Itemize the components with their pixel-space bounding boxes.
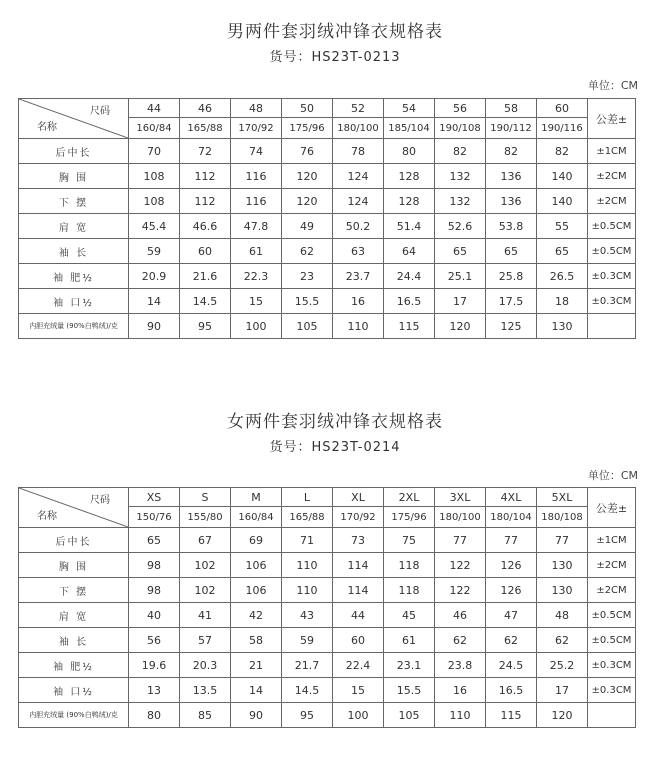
value-cell: 25.8 bbox=[486, 264, 537, 289]
tolerance-cell: ±0.5CM bbox=[588, 214, 636, 239]
value-cell: 122 bbox=[435, 578, 486, 603]
size-cell: S bbox=[180, 488, 231, 507]
value-cell: 78 bbox=[333, 139, 384, 164]
value-cell: 125 bbox=[486, 314, 537, 339]
size-cell: 50 bbox=[282, 99, 333, 118]
table-row bbox=[19, 214, 636, 239]
men-unit-label: 单位：CM bbox=[587, 79, 638, 92]
men-product-code: 货号：HS23T-0213 bbox=[269, 50, 401, 65]
value-cell: 118 bbox=[384, 553, 435, 578]
value-cell: 76 bbox=[282, 139, 333, 164]
value-cell: 21.6 bbox=[180, 264, 231, 289]
table-row bbox=[19, 628, 636, 653]
value-cell: 73 bbox=[333, 528, 384, 553]
value-cell: 63 bbox=[333, 239, 384, 264]
value-cell: 77 bbox=[486, 528, 537, 553]
value-cell: 14.5 bbox=[282, 678, 333, 703]
height-cell: 160/84 bbox=[129, 118, 180, 139]
value-cell: 122 bbox=[435, 553, 486, 578]
value-cell: 82 bbox=[486, 139, 537, 164]
value-cell: 43 bbox=[282, 603, 333, 628]
height-cell: 190/116 bbox=[537, 118, 588, 139]
value-cell: 19.6 bbox=[129, 653, 180, 678]
value-cell: 116 bbox=[231, 164, 282, 189]
value-cell: 17 bbox=[435, 289, 486, 314]
tolerance-cell: ±1CM bbox=[588, 528, 636, 553]
value-cell: 21 bbox=[231, 653, 282, 678]
table-row bbox=[19, 164, 636, 189]
corner-name-label: 名称 bbox=[37, 511, 57, 522]
value-cell: 58 bbox=[231, 628, 282, 653]
value-cell: 110 bbox=[333, 314, 384, 339]
value-cell: 61 bbox=[384, 628, 435, 653]
value-cell: 108 bbox=[129, 189, 180, 214]
value-cell: 128 bbox=[384, 189, 435, 214]
value-cell: 67 bbox=[180, 528, 231, 553]
tolerance-cell bbox=[588, 314, 636, 339]
value-cell: 45 bbox=[384, 603, 435, 628]
tolerance-cell: ±0.3CM bbox=[588, 289, 636, 314]
size-cell: 5XL bbox=[537, 488, 588, 507]
value-cell: 40 bbox=[129, 603, 180, 628]
value-cell: 140 bbox=[537, 189, 588, 214]
value-cell: 126 bbox=[486, 578, 537, 603]
value-cell: 16.5 bbox=[486, 678, 537, 703]
value-cell: 65 bbox=[537, 239, 588, 264]
table-row bbox=[19, 289, 636, 314]
value-cell: 95 bbox=[180, 314, 231, 339]
height-cell: 180/100 bbox=[435, 507, 486, 528]
value-cell: 42 bbox=[231, 603, 282, 628]
value-cell: 16 bbox=[435, 678, 486, 703]
tolerance-cell: ±0.3CM bbox=[588, 678, 636, 703]
value-cell: 98 bbox=[129, 578, 180, 603]
value-cell: 51.4 bbox=[384, 214, 435, 239]
value-cell: 15.5 bbox=[282, 289, 333, 314]
height-cell: 165/88 bbox=[282, 507, 333, 528]
value-cell: 108 bbox=[129, 164, 180, 189]
value-cell: 26.5 bbox=[537, 264, 588, 289]
value-cell: 124 bbox=[333, 164, 384, 189]
value-cell: 130 bbox=[537, 578, 588, 603]
tolerance-cell: ±0.5CM bbox=[588, 628, 636, 653]
value-cell: 22.4 bbox=[333, 653, 384, 678]
table-row bbox=[19, 603, 636, 628]
value-cell: 120 bbox=[282, 189, 333, 214]
corner-name-label: 名称 bbox=[37, 122, 57, 133]
value-cell: 60 bbox=[180, 239, 231, 264]
row-label: 肩 宽 bbox=[19, 603, 129, 628]
tolerance-cell: ±2CM bbox=[588, 189, 636, 214]
value-cell: 13 bbox=[129, 678, 180, 703]
value-cell: 15 bbox=[333, 678, 384, 703]
value-cell: 115 bbox=[384, 314, 435, 339]
women-table-title: 女两件套羽绒冲锋衣规格表 bbox=[227, 412, 443, 432]
header-corner-cell bbox=[19, 488, 129, 528]
value-cell: 14 bbox=[129, 289, 180, 314]
value-cell: 52.6 bbox=[435, 214, 486, 239]
value-cell: 75 bbox=[384, 528, 435, 553]
value-cell: 112 bbox=[180, 189, 231, 214]
value-cell: 132 bbox=[435, 189, 486, 214]
value-cell: 45.4 bbox=[129, 214, 180, 239]
row-label: 下 摆 bbox=[19, 578, 129, 603]
row-label: 胸 围 bbox=[19, 164, 129, 189]
table-row bbox=[19, 189, 636, 214]
height-cell: 180/100 bbox=[333, 118, 384, 139]
value-cell: 124 bbox=[333, 189, 384, 214]
size-cell: 56 bbox=[435, 99, 486, 118]
value-cell: 25.1 bbox=[435, 264, 486, 289]
tolerance-cell: ±0.5CM bbox=[588, 239, 636, 264]
size-cell: XL bbox=[333, 488, 384, 507]
value-cell: 136 bbox=[486, 189, 537, 214]
table-row bbox=[19, 553, 636, 578]
size-cell: 60 bbox=[537, 99, 588, 118]
tolerance-cell: ±0.3CM bbox=[588, 653, 636, 678]
value-cell: 100 bbox=[333, 703, 384, 728]
men-spec-section bbox=[0, 20, 650, 333]
value-cell: 23.7 bbox=[333, 264, 384, 289]
value-cell: 105 bbox=[384, 703, 435, 728]
value-cell: 98 bbox=[129, 553, 180, 578]
tolerance-cell: ±2CM bbox=[588, 164, 636, 189]
value-cell: 17.5 bbox=[486, 289, 537, 314]
value-cell: 140 bbox=[537, 164, 588, 189]
value-cell: 56 bbox=[129, 628, 180, 653]
value-cell: 110 bbox=[435, 703, 486, 728]
value-cell: 24.5 bbox=[486, 653, 537, 678]
women-size-table bbox=[18, 487, 636, 728]
value-cell: 80 bbox=[129, 703, 180, 728]
height-cell: 175/96 bbox=[282, 118, 333, 139]
value-cell: 114 bbox=[333, 553, 384, 578]
table-row bbox=[19, 578, 636, 603]
value-cell: 25.2 bbox=[537, 653, 588, 678]
men-size-table bbox=[18, 98, 636, 339]
row-label: 袖 肥½ bbox=[19, 653, 129, 678]
row-label: 下 摆 bbox=[19, 189, 129, 214]
row-label: 肩 宽 bbox=[19, 214, 129, 239]
size-cell: 54 bbox=[384, 99, 435, 118]
value-cell: 65 bbox=[435, 239, 486, 264]
value-cell: 46 bbox=[435, 603, 486, 628]
value-cell: 24.4 bbox=[384, 264, 435, 289]
value-cell: 50.2 bbox=[333, 214, 384, 239]
table-row bbox=[19, 653, 636, 678]
value-cell: 70 bbox=[129, 139, 180, 164]
size-cell: 58 bbox=[486, 99, 537, 118]
size-cell: XS bbox=[129, 488, 180, 507]
header-corner-cell bbox=[19, 99, 129, 139]
corner-size-label: 尺码 bbox=[90, 106, 110, 117]
size-header-row bbox=[19, 99, 636, 118]
value-cell: 62 bbox=[486, 628, 537, 653]
row-label: 胸 围 bbox=[19, 553, 129, 578]
height-cell: 175/96 bbox=[384, 507, 435, 528]
value-cell: 57 bbox=[180, 628, 231, 653]
row-label: 袖 长 bbox=[19, 239, 129, 264]
value-cell: 61 bbox=[231, 239, 282, 264]
value-cell: 72 bbox=[180, 139, 231, 164]
value-cell: 20.3 bbox=[180, 653, 231, 678]
table-row bbox=[19, 314, 636, 339]
value-cell: 114 bbox=[333, 578, 384, 603]
value-cell: 128 bbox=[384, 164, 435, 189]
corner-size-label: 尺码 bbox=[90, 495, 110, 506]
value-cell: 120 bbox=[537, 703, 588, 728]
value-cell: 110 bbox=[282, 553, 333, 578]
value-cell: 90 bbox=[129, 314, 180, 339]
value-cell: 13.5 bbox=[180, 678, 231, 703]
value-cell: 53.8 bbox=[486, 214, 537, 239]
value-cell: 116 bbox=[231, 189, 282, 214]
value-cell: 126 bbox=[486, 553, 537, 578]
tolerance-cell: ±0.5CM bbox=[588, 603, 636, 628]
value-cell: 23 bbox=[282, 264, 333, 289]
women-unit-label: 单位：CM bbox=[587, 469, 638, 482]
size-cell: L bbox=[282, 488, 333, 507]
size-cell: 3XL bbox=[435, 488, 486, 507]
row-label: 袖 肥½ bbox=[19, 264, 129, 289]
table-row bbox=[19, 264, 636, 289]
women-spec-section bbox=[0, 410, 650, 722]
value-cell: 55 bbox=[537, 214, 588, 239]
value-cell: 130 bbox=[537, 314, 588, 339]
value-cell: 102 bbox=[180, 578, 231, 603]
value-cell: 59 bbox=[129, 239, 180, 264]
value-cell: 23.1 bbox=[384, 653, 435, 678]
value-cell: 95 bbox=[282, 703, 333, 728]
value-cell: 82 bbox=[435, 139, 486, 164]
row-label: 后中长 bbox=[19, 528, 129, 553]
height-cell: 170/92 bbox=[231, 118, 282, 139]
value-cell: 21.7 bbox=[282, 653, 333, 678]
value-cell: 23.8 bbox=[435, 653, 486, 678]
table-row bbox=[19, 139, 636, 164]
value-cell: 110 bbox=[282, 578, 333, 603]
value-cell: 65 bbox=[486, 239, 537, 264]
value-cell: 59 bbox=[282, 628, 333, 653]
row-label: 内胆充绒量 (90%白鸭绒)/克 bbox=[19, 314, 129, 339]
women-product-code: 货号：HS23T-0214 bbox=[269, 440, 401, 455]
value-cell: 60 bbox=[333, 628, 384, 653]
value-cell: 48 bbox=[537, 603, 588, 628]
value-cell: 22.3 bbox=[231, 264, 282, 289]
size-cell: 4XL bbox=[486, 488, 537, 507]
tolerance-header: 公差± bbox=[588, 488, 636, 528]
height-cell: 180/108 bbox=[537, 507, 588, 528]
size-cell: 2XL bbox=[384, 488, 435, 507]
size-cell: 52 bbox=[333, 99, 384, 118]
value-cell: 120 bbox=[282, 164, 333, 189]
value-cell: 115 bbox=[486, 703, 537, 728]
value-cell: 62 bbox=[537, 628, 588, 653]
value-cell: 14.5 bbox=[180, 289, 231, 314]
value-cell: 15.5 bbox=[384, 678, 435, 703]
value-cell: 100 bbox=[231, 314, 282, 339]
tolerance-cell: ±2CM bbox=[588, 578, 636, 603]
value-cell: 102 bbox=[180, 553, 231, 578]
value-cell: 47 bbox=[486, 603, 537, 628]
value-cell: 136 bbox=[486, 164, 537, 189]
height-cell: 155/80 bbox=[180, 507, 231, 528]
value-cell: 16.5 bbox=[384, 289, 435, 314]
tolerance-cell: ±1CM bbox=[588, 139, 636, 164]
value-cell: 105 bbox=[282, 314, 333, 339]
table-row bbox=[19, 239, 636, 264]
tolerance-cell bbox=[588, 703, 636, 728]
value-cell: 112 bbox=[180, 164, 231, 189]
value-cell: 49 bbox=[282, 214, 333, 239]
value-cell: 46.6 bbox=[180, 214, 231, 239]
table-row bbox=[19, 703, 636, 728]
size-cell: 48 bbox=[231, 99, 282, 118]
row-label: 内胆充绒量 (90%白鸭绒)/克 bbox=[19, 703, 129, 728]
height-cell: 165/88 bbox=[180, 118, 231, 139]
value-cell: 20.9 bbox=[129, 264, 180, 289]
tolerance-cell: ±0.3CM bbox=[588, 264, 636, 289]
tolerance-cell: ±2CM bbox=[588, 553, 636, 578]
value-cell: 85 bbox=[180, 703, 231, 728]
value-cell: 17 bbox=[537, 678, 588, 703]
value-cell: 71 bbox=[282, 528, 333, 553]
value-cell: 90 bbox=[231, 703, 282, 728]
value-cell: 41 bbox=[180, 603, 231, 628]
size-cell: 44 bbox=[129, 99, 180, 118]
value-cell: 130 bbox=[537, 553, 588, 578]
value-cell: 82 bbox=[537, 139, 588, 164]
size-cell: M bbox=[231, 488, 282, 507]
row-label: 袖 长 bbox=[19, 628, 129, 653]
value-cell: 69 bbox=[231, 528, 282, 553]
table-row bbox=[19, 528, 636, 553]
row-label: 袖 口½ bbox=[19, 678, 129, 703]
row-label: 袖 口½ bbox=[19, 289, 129, 314]
value-cell: 106 bbox=[231, 578, 282, 603]
value-cell: 120 bbox=[435, 314, 486, 339]
value-cell: 62 bbox=[435, 628, 486, 653]
tolerance-header: 公差± bbox=[588, 99, 636, 139]
size-cell: 46 bbox=[180, 99, 231, 118]
value-cell: 77 bbox=[435, 528, 486, 553]
value-cell: 62 bbox=[282, 239, 333, 264]
value-cell: 132 bbox=[435, 164, 486, 189]
value-cell: 80 bbox=[384, 139, 435, 164]
value-cell: 64 bbox=[384, 239, 435, 264]
height-cell: 190/108 bbox=[435, 118, 486, 139]
height-cell: 190/112 bbox=[486, 118, 537, 139]
value-cell: 106 bbox=[231, 553, 282, 578]
size-header-row bbox=[19, 488, 636, 507]
value-cell: 47.8 bbox=[231, 214, 282, 239]
value-cell: 44 bbox=[333, 603, 384, 628]
height-cell: 150/76 bbox=[129, 507, 180, 528]
height-cell: 180/104 bbox=[486, 507, 537, 528]
value-cell: 16 bbox=[333, 289, 384, 314]
table-row bbox=[19, 678, 636, 703]
height-cell: 185/104 bbox=[384, 118, 435, 139]
value-cell: 118 bbox=[384, 578, 435, 603]
height-cell: 160/84 bbox=[231, 507, 282, 528]
value-cell: 77 bbox=[537, 528, 588, 553]
men-table-title: 男两件套羽绒冲锋衣规格表 bbox=[227, 22, 443, 42]
value-cell: 65 bbox=[129, 528, 180, 553]
height-cell: 170/92 bbox=[333, 507, 384, 528]
row-label: 后中长 bbox=[19, 139, 129, 164]
value-cell: 15 bbox=[231, 289, 282, 314]
value-cell: 14 bbox=[231, 678, 282, 703]
value-cell: 18 bbox=[537, 289, 588, 314]
value-cell: 74 bbox=[231, 139, 282, 164]
